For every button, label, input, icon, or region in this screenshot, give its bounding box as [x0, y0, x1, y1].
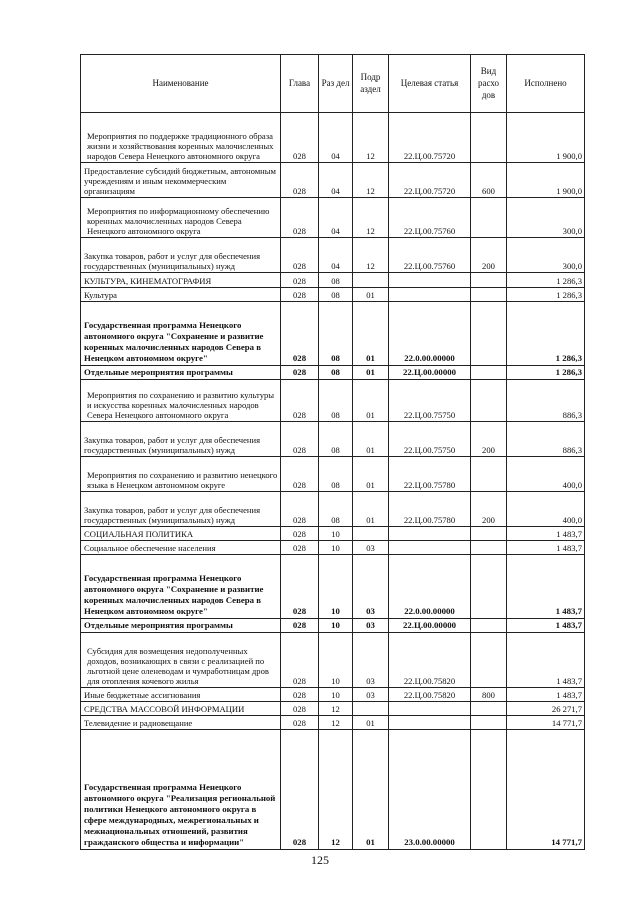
col-header-chapter: Глава [281, 55, 319, 113]
cell-target: 22.Ц.00.00000 [389, 366, 471, 380]
cell-target: 22.Ц.00.75780 [389, 492, 471, 527]
cell-target: 22.0.00.00000 [389, 302, 471, 366]
cell-target: 22.Ц.00.75750 [389, 422, 471, 457]
cell-subsection: 12 [353, 113, 389, 163]
cell-executed: 1 483,7 [507, 527, 585, 541]
cell-name: Субсидия для возмещения недополученных доходов, возникающих в связи с реализацией по льготной цене оленеводам и чумработницам дров для отопления кочевого жилья [81, 633, 281, 688]
cell-executed: 1 900,0 [507, 163, 585, 198]
cell-executed: 1 286,3 [507, 302, 585, 366]
cell-name: Государственная программа Ненецкого автономного округа "Сохранение и развитие коренных малочисленных народов Севера в Ненецком автономном округе" [81, 555, 281, 619]
cell-subsection [353, 702, 389, 716]
cell-target: 22.Ц.00.75820 [389, 688, 471, 702]
cell-chapter: 028 [281, 730, 319, 850]
table-row [81, 619, 585, 633]
cell-expense-type [471, 302, 507, 366]
cell-section: 10 [319, 619, 353, 633]
cell-target: 23.0.00.00000 [389, 730, 471, 850]
cell-expense-type [471, 702, 507, 716]
table-row [81, 288, 585, 302]
cell-name: Телевидение и радиовещание [81, 716, 281, 730]
cell-subsection: 03 [353, 688, 389, 702]
cell-executed: 1 483,7 [507, 633, 585, 688]
cell-target [389, 288, 471, 302]
cell-section: 08 [319, 366, 353, 380]
cell-chapter: 028 [281, 633, 319, 688]
cell-executed: 14 771,7 [507, 716, 585, 730]
cell-name: Закупка товаров, работ и услуг для обеспечения государственных (муниципальных) нужд [81, 422, 281, 457]
table-row [81, 198, 585, 238]
table-row [81, 730, 585, 850]
cell-target [389, 541, 471, 555]
cell-chapter: 028 [281, 163, 319, 198]
cell-executed: 400,0 [507, 492, 585, 527]
cell-name: КУЛЬТУРА, КИНЕМАТОГРАФИЯ [81, 273, 281, 288]
cell-section: 04 [319, 113, 353, 163]
table-row [81, 716, 585, 730]
cell-target: 22.0.00.00000 [389, 555, 471, 619]
cell-expense-type [471, 730, 507, 850]
cell-subsection: 03 [353, 541, 389, 555]
cell-expense-type [471, 555, 507, 619]
cell-section: 08 [319, 288, 353, 302]
cell-target: 22.Ц.00.75820 [389, 633, 471, 688]
table-row [81, 555, 585, 619]
cell-expense-type [471, 198, 507, 238]
page-number: 125 [311, 853, 329, 867]
cell-subsection: 01 [353, 492, 389, 527]
cell-executed: 400,0 [507, 457, 585, 492]
cell-executed: 14 771,7 [507, 730, 585, 850]
cell-executed: 300,0 [507, 238, 585, 273]
cell-section: 10 [319, 688, 353, 702]
cell-subsection: 12 [353, 163, 389, 198]
cell-name: Культура [81, 288, 281, 302]
cell-section: 12 [319, 730, 353, 850]
col-header-section: Раз дел [319, 55, 353, 113]
table-row [81, 238, 585, 273]
cell-section: 10 [319, 633, 353, 688]
cell-section: 04 [319, 163, 353, 198]
cell-subsection [353, 273, 389, 288]
table-header-row [81, 55, 585, 113]
cell-target: 22.Ц.00.75720 [389, 113, 471, 163]
cell-section: 04 [319, 198, 353, 238]
cell-executed: 300,0 [507, 198, 585, 238]
table-row [81, 273, 585, 288]
cell-expense-type [471, 633, 507, 688]
cell-expense-type [471, 619, 507, 633]
cell-chapter: 028 [281, 273, 319, 288]
cell-target: 22.Ц.00.75720 [389, 163, 471, 198]
table-row [81, 492, 585, 527]
table-row [81, 380, 585, 422]
cell-subsection: 01 [353, 716, 389, 730]
budget-table [80, 54, 585, 850]
cell-subsection: 01 [353, 380, 389, 422]
cell-chapter: 028 [281, 380, 319, 422]
cell-section: 10 [319, 527, 353, 541]
cell-chapter: 028 [281, 113, 319, 163]
cell-name: Закупка товаров, работ и услуг для обеспечения государственных (муниципальных) нужд [81, 238, 281, 273]
table-row [81, 422, 585, 457]
col-header-executed: Исполнено [507, 55, 585, 113]
cell-chapter: 028 [281, 288, 319, 302]
cell-executed: 1 900,0 [507, 113, 585, 163]
cell-name: Государственная программа Ненецкого автономного округа "Реализация региональной политики Ненецкого автономного округа в сфере международных, межрегиональных и межнациональных отношений, развития гражданского общества и информации" [81, 730, 281, 850]
cell-expense-type: 200 [471, 422, 507, 457]
cell-executed: 1 286,3 [507, 273, 585, 288]
cell-executed: 886,3 [507, 422, 585, 457]
cell-name: Мероприятия по сохранению и развитию культуры и искусства коренных малочисленных народов Севера Ненецкого автономного округа [81, 380, 281, 422]
table-row [81, 113, 585, 163]
cell-executed: 26 271,7 [507, 702, 585, 716]
cell-executed: 1 483,7 [507, 541, 585, 555]
cell-executed: 1 286,3 [507, 366, 585, 380]
table-row [81, 702, 585, 716]
cell-executed: 1 483,7 [507, 555, 585, 619]
cell-target: 22.Ц.00.75780 [389, 457, 471, 492]
cell-subsection: 01 [353, 457, 389, 492]
cell-name: Закупка товаров, работ и услуг для обеспечения государственных (муниципальных) нужд [81, 492, 281, 527]
cell-section: 08 [319, 273, 353, 288]
cell-name: Отдельные мероприятия программы [81, 366, 281, 380]
table-row [81, 541, 585, 555]
cell-chapter: 028 [281, 541, 319, 555]
cell-name: Иные бюджетные ассигнования [81, 688, 281, 702]
cell-section: 12 [319, 716, 353, 730]
cell-executed: 1 286,3 [507, 288, 585, 302]
cell-expense-type: 200 [471, 492, 507, 527]
cell-chapter: 028 [281, 422, 319, 457]
cell-executed: 1 483,7 [507, 688, 585, 702]
cell-subsection: 01 [353, 302, 389, 366]
cell-expense-type [471, 273, 507, 288]
cell-chapter: 028 [281, 302, 319, 366]
col-header-expense-type: Вид расхо дов [471, 55, 507, 113]
cell-executed: 1 483,7 [507, 619, 585, 633]
cell-chapter: 028 [281, 716, 319, 730]
cell-section: 10 [319, 555, 353, 619]
cell-target [389, 702, 471, 716]
cell-chapter: 028 [281, 198, 319, 238]
cell-section: 10 [319, 541, 353, 555]
table-row [81, 457, 585, 492]
cell-section: 08 [319, 457, 353, 492]
cell-section: 12 [319, 702, 353, 716]
cell-expense-type [471, 113, 507, 163]
table-row [81, 366, 585, 380]
cell-target [389, 527, 471, 541]
col-header-subsection: Подр аздел [353, 55, 389, 113]
table-row [81, 302, 585, 366]
cell-chapter: 028 [281, 702, 319, 716]
cell-subsection: 03 [353, 555, 389, 619]
cell-subsection: 01 [353, 730, 389, 850]
cell-name: СОЦИАЛЬНАЯ ПОЛИТИКА [81, 527, 281, 541]
cell-chapter: 028 [281, 619, 319, 633]
cell-expense-type: 200 [471, 238, 507, 273]
cell-expense-type: 800 [471, 688, 507, 702]
table-row [81, 688, 585, 702]
cell-target [389, 273, 471, 288]
cell-chapter: 028 [281, 366, 319, 380]
cell-section: 08 [319, 492, 353, 527]
cell-subsection: 01 [353, 288, 389, 302]
table-row [81, 633, 585, 688]
cell-name: Государственная программа Ненецкого автономного округа "Сохранение и развитие коренных малочисленных народов Севера в Ненецком автономном округе" [81, 302, 281, 366]
cell-chapter: 028 [281, 457, 319, 492]
cell-name: СРЕДСТВА МАССОВОЙ ИНФОРМАЦИИ [81, 702, 281, 716]
cell-chapter: 028 [281, 527, 319, 541]
cell-name: Мероприятия по сохранению и развитию ненецкого языка в Ненецком автономном округе [81, 457, 281, 492]
cell-subsection: 01 [353, 366, 389, 380]
table-row [81, 163, 585, 198]
cell-subsection: 03 [353, 633, 389, 688]
cell-name: Социальное обеспечение населения [81, 541, 281, 555]
cell-chapter: 028 [281, 492, 319, 527]
col-header-target: Целевая статья [389, 55, 471, 113]
cell-expense-type [471, 366, 507, 380]
cell-name: Мероприятия по информационному обеспечению коренных малочисленных народов Севера Ненецкого автономного округа [81, 198, 281, 238]
cell-chapter: 028 [281, 688, 319, 702]
cell-expense-type [471, 288, 507, 302]
col-header-name: Наименование [81, 55, 281, 113]
cell-chapter: 028 [281, 238, 319, 273]
cell-expense-type [471, 380, 507, 422]
cell-name: Предоставление субсидий бюджетным, автономным учреждениям и иным некоммерческим организациям [81, 163, 281, 198]
cell-target: 22.Ц.00.75760 [389, 238, 471, 273]
cell-executed: 886,3 [507, 380, 585, 422]
cell-expense-type [471, 527, 507, 541]
cell-expense-type [471, 541, 507, 555]
table-row [81, 527, 585, 541]
cell-section: 08 [319, 302, 353, 366]
cell-target: 22.Ц.00.00000 [389, 619, 471, 633]
cell-target: 22.Ц.00.75750 [389, 380, 471, 422]
cell-expense-type [471, 457, 507, 492]
cell-expense-type [471, 716, 507, 730]
cell-name: Мероприятия по поддержке традиционного образа жизни и хозяйствования коренных малочисленных народов Севера Ненецкого автономного округа [81, 113, 281, 163]
cell-target: 22.Ц.00.75760 [389, 198, 471, 238]
cell-subsection: 03 [353, 619, 389, 633]
cell-section: 08 [319, 422, 353, 457]
cell-section: 04 [319, 238, 353, 273]
cell-name: Отдельные мероприятия программы [81, 619, 281, 633]
cell-section: 08 [319, 380, 353, 422]
cell-subsection: 01 [353, 422, 389, 457]
cell-subsection: 12 [353, 238, 389, 273]
cell-subsection [353, 527, 389, 541]
cell-target [389, 716, 471, 730]
cell-subsection: 12 [353, 198, 389, 238]
cell-expense-type: 600 [471, 163, 507, 198]
cell-chapter: 028 [281, 555, 319, 619]
